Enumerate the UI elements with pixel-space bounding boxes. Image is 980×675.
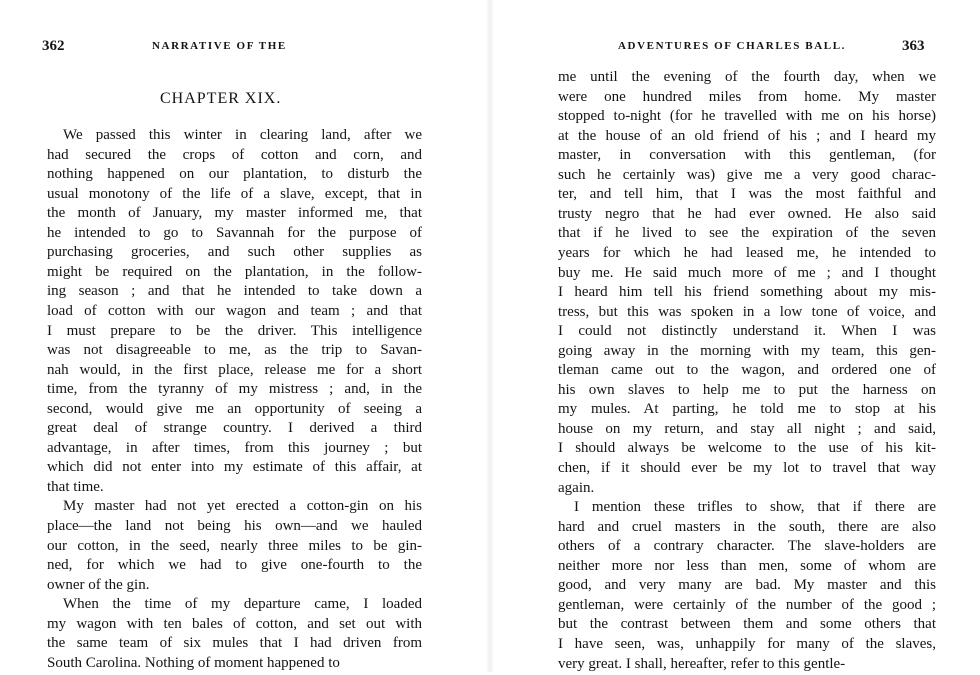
- left-running-head: NARRATIVE OF THE: [152, 40, 287, 52]
- text-line: I have seen, was, unhappily for many of the slaves,: [558, 635, 936, 652]
- text-line: nah would, in the first place, release me for a short: [47, 361, 422, 378]
- text-line: My master had not yet erected a cotton-gin on his: [63, 498, 422, 515]
- text-line: South Carolina. Nothing of moment happened to: [47, 654, 340, 671]
- text-line: he intended to go to Savannah for the purpose of: [47, 224, 422, 241]
- left-page-number: 362: [42, 38, 65, 54]
- text-line: that if he lived to see the expiration of the seven: [558, 225, 936, 242]
- text-line: that time.: [47, 478, 104, 495]
- text-line: again.: [558, 479, 595, 496]
- text-line: I could not distinctly understand it. When I was: [558, 323, 936, 340]
- text-line: gentleman, were certainly of the number of the good ;: [558, 596, 936, 613]
- text-line: which did not enter into my estimate of this affair, at: [47, 459, 422, 476]
- text-line: chen, if it should ever be my lot to travel that way: [558, 460, 936, 476]
- text-line: second, would give me an opportunity of seeing a: [47, 400, 422, 417]
- text-line: the same team of six mules that I had driven from: [47, 635, 422, 652]
- text-line: usual monotony of the life of a slave, except, that in: [47, 185, 422, 202]
- text-line: very great. I shall, hereafter, refer to this gentle-: [558, 655, 846, 672]
- right-page-number: 363: [902, 38, 925, 54]
- text-line: stopped to-night (for he travelled with me on his horse): [558, 108, 936, 125]
- text-line: tress, but this was spoken in a low tone of voice, and: [558, 303, 936, 320]
- text-line: his own slaves to help me to put the harness on: [558, 381, 936, 398]
- text-line: going away in the morning with my team, this gen-: [558, 342, 936, 359]
- text-line: advantage, in after times, from this journey ; but: [47, 439, 422, 456]
- text-line: neither more nor less than men, some of whom are: [558, 557, 936, 574]
- text-line: I should always be welcome to the use of his kit-: [558, 440, 936, 457]
- text-line: had secured the crops of cotton and corn, and: [47, 146, 422, 163]
- text-line: years for which he had leased me, he intended to: [558, 244, 936, 261]
- text-line: ter, and tell him, that I was the most faithful and: [558, 186, 936, 203]
- text-line: the month of January, my master informed me, that: [47, 205, 422, 222]
- text-line: master, in conversation with this gentleman, (for: [558, 147, 936, 164]
- text-line: others of a contrary character. The slave-holders are: [558, 538, 936, 555]
- chapter-title: CHAPTER XIX.: [160, 90, 282, 107]
- text-line: house on my return, and stay all night ; and said,: [558, 420, 936, 437]
- right-page: [490, 0, 980, 672]
- text-line: our cotton, in the seed, nearly three miles to be gin-: [47, 537, 422, 554]
- text-line: but the contrast between them and some others that: [558, 616, 936, 633]
- text-line: buy me. He said much more of me ; and I thought: [558, 264, 936, 281]
- text-line: at the house of an old friend of his ; and I heard my: [558, 127, 936, 144]
- text-line: tleman came out to the wagon, and ordered one of: [558, 362, 936, 379]
- left-page: [0, 0, 490, 672]
- text-line: We passed this winter in clearing land, after we: [63, 127, 422, 143]
- right-running-head: ADVENTURES OF CHARLES BALL.: [618, 40, 846, 52]
- text-line: might be required on the plantation, in the follow-: [47, 263, 422, 280]
- text-line: When the time of my departure came, I loaded: [63, 596, 422, 613]
- text-line: purchasing groceries, and such other supplies as: [47, 244, 422, 261]
- text-line: nothing happened on our plantation, to disturb the: [47, 166, 422, 183]
- text-line: trusty negro that he had ever owned. He also said: [558, 205, 936, 222]
- text-line: were one hundred miles from home. My master: [558, 88, 936, 105]
- text-line: owner of the gin.: [47, 576, 150, 593]
- text-line: was not disagreeable to me, as the trip to Savan-: [47, 342, 422, 359]
- text-line: my wagon with ten bales of cotton, and set out with: [47, 615, 422, 632]
- text-line: great deal of strange country. I derived a third: [47, 420, 422, 437]
- text-line: me until the evening of the fourth day, when we: [558, 69, 936, 85]
- text-line: I mention these trifles to show, that if there are: [574, 499, 936, 516]
- text-line: ing season ; and that he intended to take down a: [47, 283, 422, 300]
- text-line: place—the land not being his own—and we hauled: [47, 518, 422, 534]
- text-line: time, from the tyranny of my mistress ; and, in the: [47, 381, 422, 398]
- text-line: ned, for which we had to give one-fourth to the: [47, 557, 422, 574]
- text-line: I must prepare to be the driver. This intelligence: [47, 322, 422, 339]
- text-line: good, and very many are bad. My master and this: [558, 577, 936, 594]
- text-line: I heard him tell his friend something about my mis-: [558, 284, 936, 301]
- text-line: hard and cruel masters in the south, there are also: [558, 518, 936, 535]
- text-line: load of cotton with our wagon and team ; and that: [47, 302, 422, 319]
- text-line: my mules. At parting, he told me to stop at his: [558, 401, 936, 418]
- text-line: such he certainly was) give me a very good charac-: [558, 166, 936, 183]
